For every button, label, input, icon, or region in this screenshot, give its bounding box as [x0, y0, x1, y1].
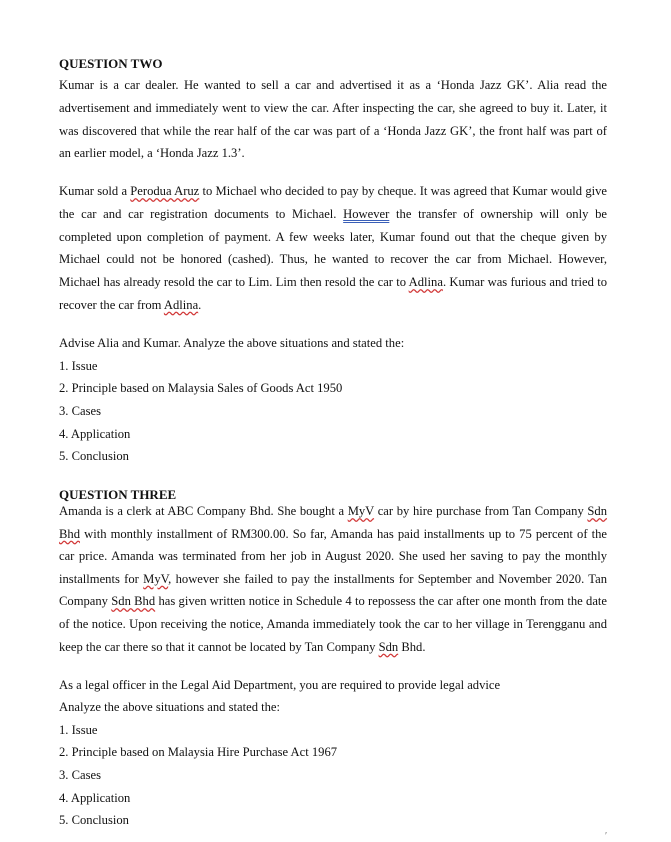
text-run: Bhd. — [398, 639, 426, 654]
question-three-paragraph-1 — [59, 500, 607, 658]
question-three-heading: QUESTION THREE — [59, 487, 177, 502]
text-run: to Michael who decided to pay by cheque. It was agreed that Kumar would give the car and car registration documents to Michael. — [59, 184, 608, 221]
spellcheck-word: Sdn Bhd — [59, 504, 607, 541]
question-two-paragraph-2 — [59, 180, 607, 317]
spellcheck-word: MyV — [143, 571, 169, 586]
spellcheck-word: Sdn — [378, 639, 399, 654]
question-two-advise: Advise Alia and Kumar. Analyze the above situations and stated the: — [59, 336, 405, 350]
text-run: Kumar sold a — [59, 184, 131, 198]
q2-list-item-issue: 1. Issue — [59, 359, 98, 373]
text-run: . Kumar was furious and tried to recover the car from — [59, 275, 607, 312]
q3-list-item-issue: 1. Issue — [59, 723, 98, 737]
text-run: , however she failed to pay the installments for September and November 2020. Tan Company — [59, 571, 607, 609]
q2-list-item-conclusion: 5. Conclusion — [59, 449, 129, 463]
q3-list-item-cases: 3. Cases — [59, 768, 101, 782]
q2-list-item-application: 4. Application — [59, 427, 131, 441]
text-run: car by hire purchase from Tan Company — [374, 504, 588, 518]
q3-list-item-application: 4. Application — [59, 791, 131, 805]
q2-list-item-cases: 3. Cases — [59, 404, 101, 418]
page-corner-mark: ′ — [605, 831, 608, 842]
grammar-word: However — [343, 206, 390, 221]
q2-list-item-principle: 2. Principle based on Malaysia Sales of Goods Act 1950 — [59, 381, 343, 395]
question-three-analyze: Analyze the above situations and stated the: — [59, 700, 281, 714]
text-run: . — [198, 297, 202, 312]
spellcheck-word: Perodua Aruz — [130, 184, 200, 198]
question-two-paragraph-1: Kumar is a car dealer. He wanted to sell a car and advertised it as a ‘Honda Jazz GK’. Alia read the advertisement and immediately went to view the car. After inspecting the car, she agreed to buy it. Later, it was discovered that while the rear half of the car was part of a ‘Honda Jazz GK’, the front half was part of an earlier model, a ‘Honda Jazz 1.3’. — [59, 78, 607, 161]
text-run: the transfer of ownership will only be completed upon completion of payment. A few weeks later, Kumar found out that the cheque given by Michael could not be honored (cashed). Thus, he wanted to recover the car from Michael. However, Michael has already resold the car to Lim. Lim then resold the car to — [59, 206, 607, 290]
question-three-officer-text: As a legal officer in the Legal Aid Department, you are required to provide legal advice — [59, 678, 501, 692]
spellcheck-word: Adlina — [408, 275, 443, 290]
text-run: Amanda is a clerk at ABC Company Bhd. She bought a — [59, 504, 348, 518]
q3-list-item-conclusion: 5. Conclusion — [59, 813, 129, 827]
q3-list-item-principle: 2. Principle based on Malaysia Hire Purchase Act 1967 — [59, 745, 338, 759]
question-two-heading: QUESTION TWO — [59, 56, 163, 71]
spellcheck-word: Sdn Bhd — [111, 594, 156, 609]
text-run: with monthly installment of RM300.00. So far, Amanda has paid installments up to 75 percent of the car price. Amanda was terminated from her job in August 2020. She used her saving to pay the monthly installments for — [59, 526, 607, 586]
text-run: has given written notice in Schedule 4 to repossess the car after one month from the date of the notice. Upon receiving the notice, Amanda immediately took the car to her village in Terengganu and keep the car there so that it cannot be located by Tan Company — [59, 594, 607, 654]
spellcheck-word: MyV — [347, 504, 375, 518]
spellcheck-word: Adlina — [163, 297, 199, 312]
